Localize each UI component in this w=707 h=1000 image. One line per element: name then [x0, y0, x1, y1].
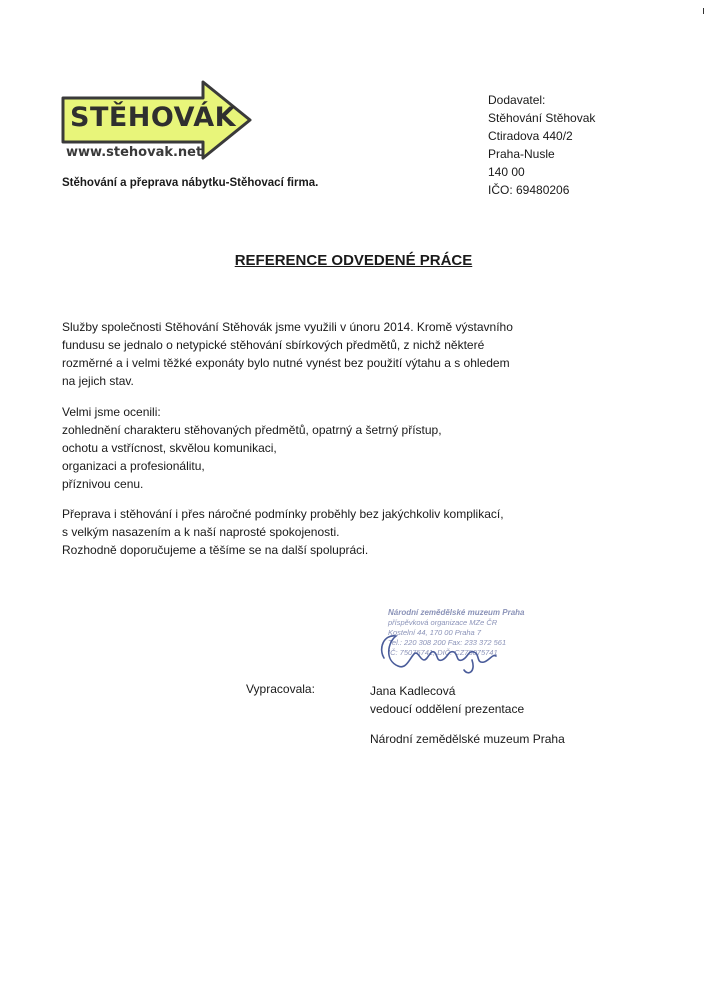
- text-line: s velkým nasazením a k naší naprosté spokojenosti.: [62, 525, 340, 539]
- document-title: REFERENCE ODVEDENÉ PRÁCE: [234, 252, 473, 269]
- logo-website: www.stehovak.net: [66, 145, 203, 160]
- company-logo: [60, 80, 260, 170]
- logo-wordmark: STĚHOVÁK: [70, 102, 237, 133]
- text-line: rozměrné a i velmi těžké exponáty bylo nutné vynést bez použití výtahu a s ohledem: [62, 356, 510, 370]
- paragraph-appreciation: [62, 403, 442, 493]
- text-line: zohlednění charakteru stěhovaných předmětů, opatrný a šetrný přístup,: [62, 423, 442, 437]
- signer-block: [370, 682, 524, 718]
- text-line: Služby společnosti Stěhování Stěhovák jsme využili v únoru 2014. Kromě výstavního: [62, 320, 513, 334]
- supplier-line: Praha-Nusle: [488, 147, 555, 161]
- supplier-line: IČO: 69480206: [488, 183, 570, 197]
- scan-mark: [703, 8, 704, 14]
- supplier-address-block: [488, 91, 595, 199]
- supplier-line: Stěhování Stěhovak: [488, 111, 596, 125]
- text-line: Přeprava i stěhování i přes náročné podmínky proběhly bez jakýchkoliv komplikací,: [62, 507, 504, 521]
- supplier-line: Ctiradova 440/2: [488, 129, 573, 143]
- stamp-line: IČ: 75075741, DIČ: CZ75075741: [388, 648, 498, 657]
- institution-stamp: [388, 608, 568, 678]
- stamp-line: Tel.: 220 308 200 Fax: 233 372 561: [388, 638, 507, 647]
- text-line: fundusu se jednalo o netypické stěhování sbírkových předmětů, z nichž některé: [62, 338, 485, 352]
- signer-name: Jana Kadlecová: [370, 684, 456, 698]
- prepared-by-label: Vypracovala:: [246, 682, 315, 696]
- text-line: na jejich stav.: [62, 374, 134, 388]
- signer-organization: Národní zemědělské muzeum Praha: [370, 732, 565, 746]
- supplier-line: 140 00: [488, 165, 525, 179]
- stamp-line: Národní zemědělské muzeum Praha: [388, 608, 525, 617]
- text-line: Velmi jsme ocenili:: [62, 405, 161, 419]
- text-line: organizaci a profesionálitu,: [62, 459, 205, 473]
- text-line: příznivou cenu.: [62, 477, 144, 491]
- paragraph-conclusion: [62, 505, 504, 559]
- stamp-line: příspěvková organizace MZe ČR: [388, 618, 498, 627]
- handwritten-signature: [376, 620, 506, 678]
- text-line: ochotu a vstřícnost, skvělou komunikaci,: [62, 441, 277, 455]
- company-tagline: Stěhování a přeprava nábytku-Stěhovací firma.: [62, 177, 319, 189]
- stamp-line: Kostelní 44, 170 00 Praha 7: [388, 628, 481, 637]
- paragraph-intro: [62, 318, 513, 390]
- supplier-line: Dodavatel:: [488, 93, 546, 107]
- signer-title: vedoucí oddělení prezentace: [370, 702, 525, 716]
- text-line: Rozhodně doporučujeme a těšíme se na další spolupráci.: [62, 543, 369, 557]
